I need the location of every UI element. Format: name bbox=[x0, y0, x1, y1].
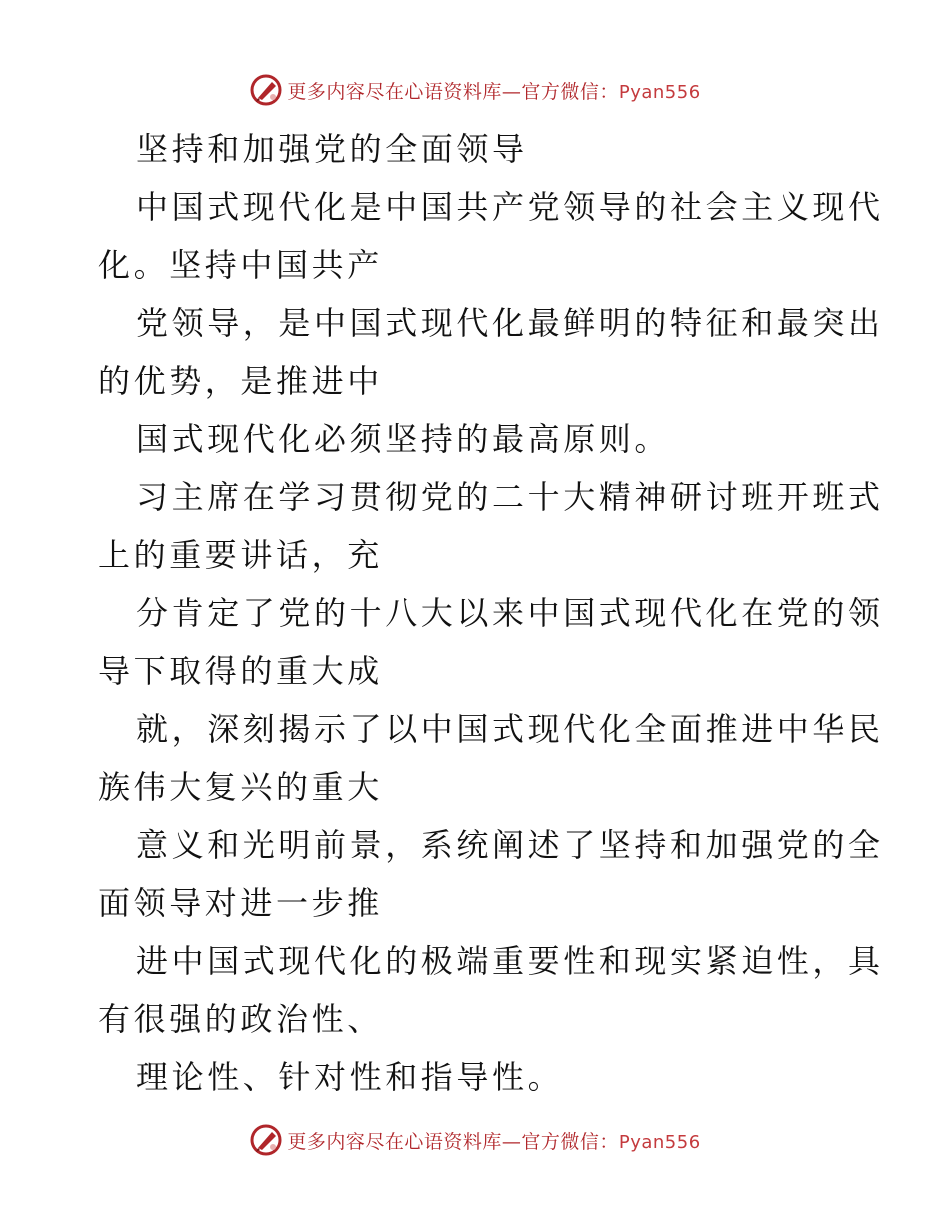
text-line: 分肯定了党的十八大以来中国式现代化在党的领 bbox=[136, 594, 884, 632]
text-line: 习主席在学习贯彻党的二十大精神研讨班开班式 bbox=[136, 478, 884, 516]
paragraph bbox=[98, 1048, 858, 1106]
header-banner bbox=[0, 70, 950, 110]
text-line: 进中国式现代化的极端重要性和现实紧迫性，具 bbox=[136, 942, 884, 980]
paragraph bbox=[98, 700, 884, 816]
paragraph bbox=[98, 932, 884, 1048]
text-line: 族伟大复兴的重大 bbox=[98, 768, 383, 806]
paragraph bbox=[98, 410, 858, 468]
banner-wechat-id: Pyan556 bbox=[618, 1131, 701, 1153]
paragraph bbox=[98, 294, 884, 410]
text-line: 有很强的政治性、 bbox=[98, 1000, 383, 1038]
pen-logo-icon bbox=[249, 1123, 283, 1157]
text-line: 的优势，是推进中 bbox=[98, 362, 383, 400]
banner-text bbox=[287, 1127, 700, 1154]
text-line: 理论性、针对性和指导性。 bbox=[136, 1058, 564, 1096]
banner-site-text: 更多内容尽在心语资料库— bbox=[287, 1130, 522, 1153]
banner-site-text: 更多内容尽在心语资料库— bbox=[287, 80, 522, 103]
text-line: 就，深刻揭示了以中国式现代化全面推进中华民 bbox=[136, 710, 884, 748]
paragraph bbox=[98, 468, 884, 584]
text-line: 面领导对进一步推 bbox=[98, 884, 383, 922]
banner-text bbox=[287, 77, 700, 104]
heading-paragraph bbox=[98, 120, 858, 178]
paragraph bbox=[98, 178, 884, 294]
banner-wechat-label: 官方微信： bbox=[521, 80, 619, 103]
text-line: 国式现代化必须坚持的最高原则。 bbox=[136, 420, 671, 458]
text-line: 意义和光明前景，系统阐述了坚持和加强党的全 bbox=[136, 826, 884, 864]
text-line: 导下取得的重大成 bbox=[98, 652, 383, 690]
banner-wechat-label: 官方微信： bbox=[521, 1130, 619, 1153]
paragraph bbox=[98, 584, 884, 700]
paragraph bbox=[98, 816, 884, 932]
text-line: 化。坚持中国共产 bbox=[98, 246, 383, 284]
text-line: 中国式现代化是中国共产党领导的社会主义现代 bbox=[136, 188, 884, 226]
banner-wechat-id: Pyan556 bbox=[618, 81, 701, 103]
document-body bbox=[98, 120, 884, 1106]
pen-logo-icon bbox=[249, 73, 283, 107]
text-line: 党领导，是中国式现代化最鲜明的特征和最突出 bbox=[136, 304, 884, 342]
footer-banner bbox=[0, 1120, 950, 1160]
text-line: 上的重要讲话，充 bbox=[98, 536, 383, 574]
text-line: 坚持和加强党的全面领导 bbox=[136, 130, 528, 168]
